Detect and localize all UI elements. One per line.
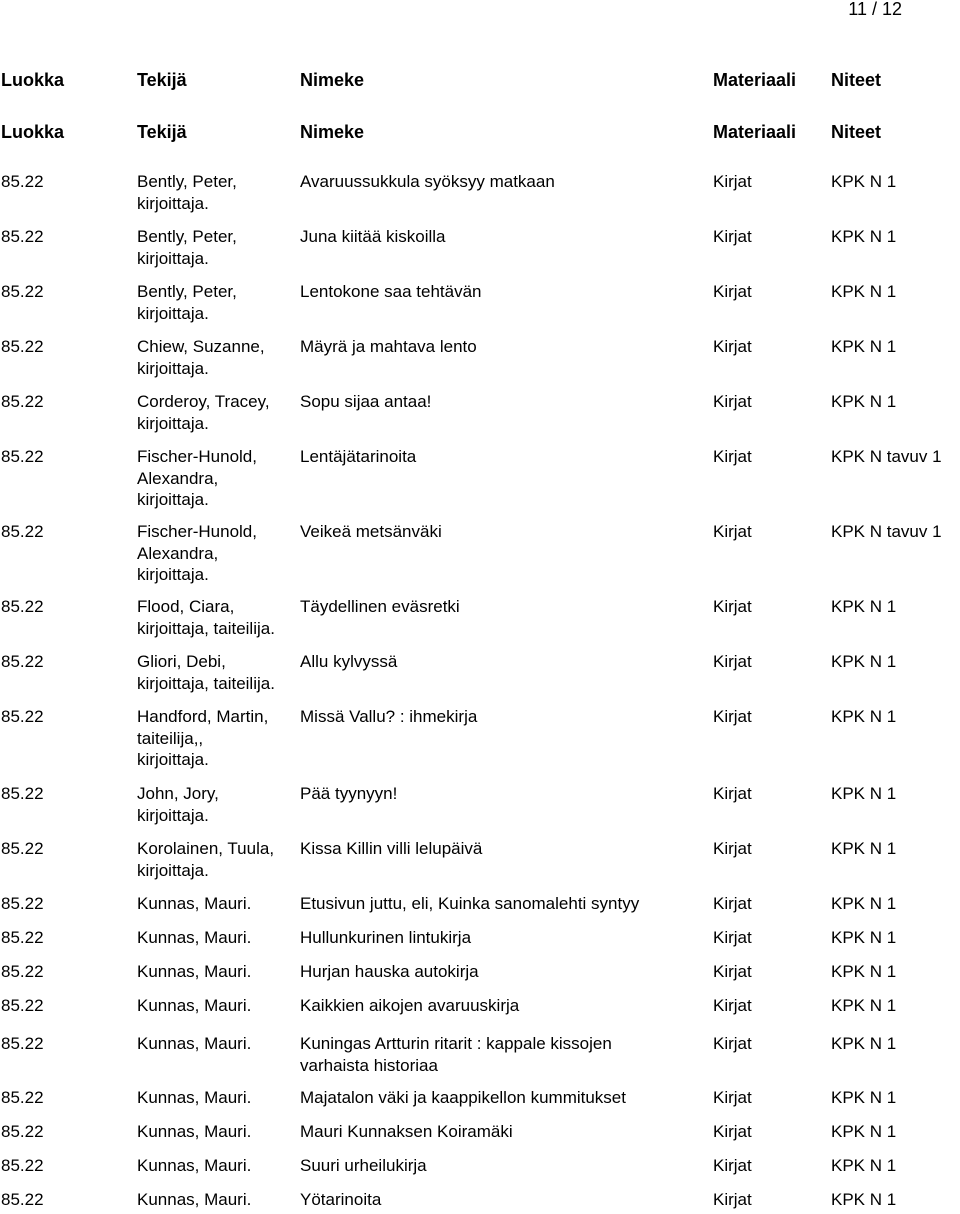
cell-materiaali: Kirjat <box>713 227 752 246</box>
cell-tekija: Handford, Martin, taiteilija,, kirjoittaja. <box>137 707 269 769</box>
cell-tekija: Fischer-Hunold, Alexandra, kirjoittaja. <box>137 522 257 584</box>
page-number: 11 / 12 <box>848 0 902 19</box>
cell-niteet: KPK N 1 <box>831 1034 897 1053</box>
cell-niteet: KPK N 1 <box>831 839 897 858</box>
cell-niteet: KPK N 1 <box>831 996 897 1015</box>
cell-materiaali: Kirjat <box>713 839 752 858</box>
col-luokka: Luokka <box>1 122 65 142</box>
cell-niteet: KPK N 1 <box>831 392 897 411</box>
header-row-repeat <box>0 122 960 144</box>
col-nimeke: Nimeke <box>300 70 365 90</box>
col-luokka: Luokka <box>1 70 65 90</box>
cell-nimeke: Missä Vallu? : ihmekirja <box>300 707 478 726</box>
cell-tekija: Kunnas, Mauri. <box>137 1156 252 1175</box>
cell-niteet: KPK N 1 <box>831 597 897 616</box>
cell-nimeke: Majatalon väki ja kaappikellon kummitukset <box>300 1088 626 1107</box>
cell-tekija: John, Jory, kirjoittaja. <box>137 784 219 825</box>
cell-materiaali: Kirjat <box>713 1088 752 1107</box>
cell-luokka: 85.22 <box>1 1156 44 1175</box>
cell-tekija: Bently, Peter, kirjoittaja. <box>137 172 237 213</box>
cell-niteet: KPK N tavuv 1 <box>831 522 942 541</box>
col-materiaali: Materiaali <box>713 122 797 142</box>
cell-tekija: Bently, Peter, kirjoittaja. <box>137 227 237 268</box>
cell-materiaali: Kirjat <box>713 522 752 541</box>
cell-niteet: KPK N 1 <box>831 707 897 726</box>
cell-niteet: KPK N 1 <box>831 282 897 301</box>
cell-nimeke: Kuningas Artturin ritarit : kappale kissojen varhaista historiaa <box>300 1034 612 1075</box>
cell-materiaali: Kirjat <box>713 1156 752 1175</box>
cell-niteet: KPK N 1 <box>831 227 897 246</box>
cell-materiaali: Kirjat <box>713 337 752 356</box>
cell-nimeke: Lentäjätarinoita <box>300 447 417 466</box>
cell-luokka: 85.22 <box>1 652 44 671</box>
cell-niteet: KPK N 1 <box>831 784 897 803</box>
cell-nimeke: Pää tyynyyn! <box>300 784 398 803</box>
col-materiaali: Materiaali <box>713 70 797 90</box>
cell-luokka: 85.22 <box>1 1034 44 1053</box>
cell-tekija: Kunnas, Mauri. <box>137 1088 252 1107</box>
cell-niteet: KPK N tavuv 1 <box>831 447 942 466</box>
cell-materiaali: Kirjat <box>713 282 752 301</box>
cell-tekija: Korolainen, Tuula, kirjoittaja. <box>137 839 275 880</box>
cell-luokka: 85.22 <box>1 282 44 301</box>
cell-materiaali: Kirjat <box>713 652 752 671</box>
cell-niteet: KPK N 1 <box>831 1122 897 1141</box>
cell-niteet: KPK N 1 <box>831 1190 897 1209</box>
cell-materiaali: Kirjat <box>713 894 752 913</box>
cell-nimeke: Sopu sijaa antaa! <box>300 392 432 411</box>
cell-nimeke: Mäyrä ja mahtava lento <box>300 337 477 356</box>
cell-luokka: 85.22 <box>1 392 44 411</box>
cell-nimeke: Hurjan hauska autokirja <box>300 962 479 981</box>
col-tekija: Tekijä <box>137 70 187 90</box>
cell-luokka: 85.22 <box>1 962 44 981</box>
cell-nimeke: Veikeä metsänväki <box>300 522 442 541</box>
cell-materiaali: Kirjat <box>713 392 752 411</box>
cell-nimeke: Hullunkurinen lintukirja <box>300 928 472 947</box>
cell-nimeke: Avaruussukkula syöksyy matkaan <box>300 172 555 191</box>
cell-tekija: Fischer-Hunold, Alexandra, kirjoittaja. <box>137 447 257 509</box>
header-row <box>0 70 960 92</box>
cell-luokka: 85.22 <box>1 522 44 541</box>
cell-luokka: 85.22 <box>1 1122 44 1141</box>
cell-nimeke: Kaikkien aikojen avaruuskirja <box>300 996 520 1015</box>
cell-materiaali: Kirjat <box>713 707 752 726</box>
col-niteet: Niteet <box>831 70 882 90</box>
cell-niteet: KPK N 1 <box>831 894 897 913</box>
cell-tekija: Kunnas, Mauri. <box>137 894 252 913</box>
cell-nimeke: Yötarinoita <box>300 1190 382 1209</box>
cell-nimeke: Lentokone saa tehtävän <box>300 282 482 301</box>
cell-nimeke: Kissa Killin villi lelupäivä <box>300 839 483 858</box>
cell-nimeke: Mauri Kunnaksen Koiramäki <box>300 1122 513 1141</box>
cell-materiaali: Kirjat <box>713 928 752 947</box>
cell-materiaali: Kirjat <box>713 1122 752 1141</box>
cell-niteet: KPK N 1 <box>831 1156 897 1175</box>
cell-nimeke: Etusivun juttu, eli, Kuinka sanomalehti syntyy <box>300 894 640 913</box>
cell-tekija: Gliori, Debi, kirjoittaja, taiteilija. <box>137 652 275 693</box>
cell-tekija: Kunnas, Mauri. <box>137 1122 252 1141</box>
cell-luokka: 85.22 <box>1 1190 44 1209</box>
cell-materiaali: Kirjat <box>713 1034 752 1053</box>
cell-tekija: Bently, Peter, kirjoittaja. <box>137 282 237 323</box>
cell-luokka: 85.22 <box>1 784 44 803</box>
cell-nimeke: Allu kylvyssä <box>300 652 398 671</box>
cell-niteet: KPK N 1 <box>831 962 897 981</box>
cell-materiaali: Kirjat <box>713 597 752 616</box>
cell-tekija: Flood, Ciara, kirjoittaja, taiteilija. <box>137 597 275 638</box>
col-niteet: Niteet <box>831 122 882 142</box>
cell-luokka: 85.22 <box>1 337 44 356</box>
cell-materiaali: Kirjat <box>713 172 752 191</box>
cell-nimeke: Suuri urheilukirja <box>300 1156 427 1175</box>
col-nimeke: Nimeke <box>300 122 365 142</box>
cell-luokka: 85.22 <box>1 707 44 726</box>
cell-niteet: KPK N 1 <box>831 928 897 947</box>
cell-luokka: 85.22 <box>1 996 44 1015</box>
cell-niteet: KPK N 1 <box>831 337 897 356</box>
cell-materiaali: Kirjat <box>713 962 752 981</box>
cell-materiaali: Kirjat <box>713 1190 752 1209</box>
cell-luokka: 85.22 <box>1 839 44 858</box>
cell-luokka: 85.22 <box>1 928 44 947</box>
cell-materiaali: Kirjat <box>713 447 752 466</box>
cell-materiaali: Kirjat <box>713 996 752 1015</box>
cell-tekija: Corderoy, Tracey, kirjoittaja. <box>137 392 270 433</box>
cell-nimeke: Täydellinen eväsretki <box>300 597 460 616</box>
cell-niteet: KPK N 1 <box>831 652 897 671</box>
cell-luokka: 85.22 <box>1 447 44 466</box>
cell-tekija: Kunnas, Mauri. <box>137 962 252 981</box>
cell-tekija: Kunnas, Mauri. <box>137 928 252 947</box>
cell-luokka: 85.22 <box>1 894 44 913</box>
cell-niteet: KPK N 1 <box>831 172 897 191</box>
cell-tekija: Kunnas, Mauri. <box>137 1034 252 1053</box>
col-tekija: Tekijä <box>137 122 187 142</box>
cell-luokka: 85.22 <box>1 597 44 616</box>
cell-luokka: 85.22 <box>1 227 44 246</box>
cell-tekija: Chiew, Suzanne, kirjoittaja. <box>137 337 265 378</box>
cell-tekija: Kunnas, Mauri. <box>137 996 252 1015</box>
cell-luokka: 85.22 <box>1 172 44 191</box>
cell-materiaali: Kirjat <box>713 784 752 803</box>
cell-nimeke: Juna kiitää kiskoilla <box>300 227 446 246</box>
cell-luokka: 85.22 <box>1 1088 44 1107</box>
cell-niteet: KPK N 1 <box>831 1088 897 1107</box>
cell-tekija: Kunnas, Mauri. <box>137 1190 252 1209</box>
